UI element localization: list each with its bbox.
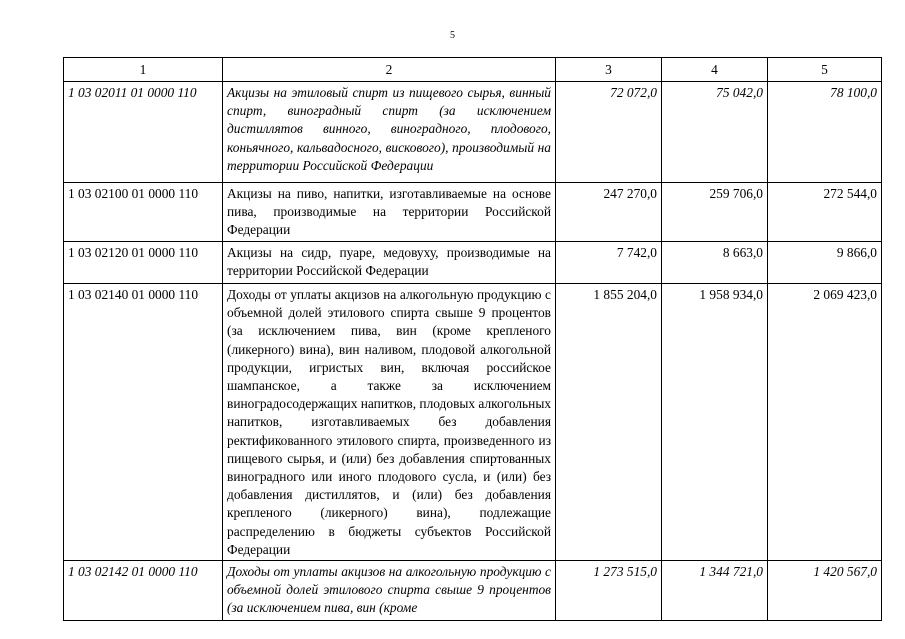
row-value-col4: 75 042,0 [662, 82, 768, 183]
row-value-col5: 9 866,0 [768, 242, 882, 284]
row-value-col3: 7 742,0 [556, 242, 662, 284]
row-value-col4: 1 958 934,0 [662, 284, 768, 561]
row-value-col3: 247 270,0 [556, 183, 662, 242]
row-description: Акцизы на сидр, пуаре, медовуху, производимые на территории Российской Федерации [223, 242, 556, 284]
row-value-col5: 272 544,0 [768, 183, 882, 242]
row-description: Акцизы на этиловый спирт из пищевого сырья, винный спирт, виноградный спирт (за исключением дистиллятов винного, виноградного, плодового, коньячного, кальвадосного, вискового), производимый на территории Российской Федерации [223, 82, 556, 183]
table-row [64, 284, 882, 561]
column-header-3: 3 [556, 58, 662, 82]
row-value-col5: 1 420 567,0 [768, 561, 882, 621]
column-header-1: 1 [64, 58, 223, 82]
row-value-col3: 72 072,0 [556, 82, 662, 183]
table-row [64, 561, 882, 621]
row-description: Доходы от уплаты акцизов на алкогольную продукцию с объемной долей этилового спирта свыше 9 процентов (за исключением пива, вин (кроме крепленого (ликерного) вина), вин наливом, плодовой алкогольной продукции, игристых вин, включая российское шампанское, а также за исключением виноградосодержащих напитков, плодовых алкогольных напитков, изготавливаемых без добавления ректификованного этилового спирта, произведенного из пищевого сырья, и (или) без добавления спиртованных виноградного или иного плодового сусла, и (или) без добавления дистиллятов, и (или) без добавления крепленого (ликерного) вина), подлежащие распределению в бюджеты субъектов Российской Федерации [223, 284, 556, 561]
row-description: Доходы от уплаты акцизов на алкогольную продукцию с объемной долей этилового спирта свыше 9 процентов (за исключением пива, вин (кроме [223, 561, 556, 621]
row-value-col3: 1 855 204,0 [556, 284, 662, 561]
budget-table [63, 57, 882, 621]
row-description: Акцизы на пиво, напитки, изготавливаемые на основе пива, производимые на территории Российской Федерации [223, 183, 556, 242]
row-code: 1 03 02142 01 0000 110 [64, 561, 223, 621]
row-code: 1 03 02120 01 0000 110 [64, 242, 223, 284]
column-header-5: 5 [768, 58, 882, 82]
column-header-2: 2 [223, 58, 556, 82]
table-row [64, 183, 882, 242]
table-row [64, 82, 882, 183]
row-value-col4: 8 663,0 [662, 242, 768, 284]
row-value-col5: 2 069 423,0 [768, 284, 882, 561]
table-header-row [64, 58, 882, 82]
row-value-col5: 78 100,0 [768, 82, 882, 183]
row-value-col3: 1 273 515,0 [556, 561, 662, 621]
page-number: 5 [450, 30, 455, 41]
table-row [64, 242, 882, 284]
row-code: 1 03 02140 01 0000 110 [64, 284, 223, 561]
column-header-4: 4 [662, 58, 768, 82]
row-code: 1 03 02011 01 0000 110 [64, 82, 223, 183]
row-value-col4: 259 706,0 [662, 183, 768, 242]
row-code: 1 03 02100 01 0000 110 [64, 183, 223, 242]
row-value-col4: 1 344 721,0 [662, 561, 768, 621]
